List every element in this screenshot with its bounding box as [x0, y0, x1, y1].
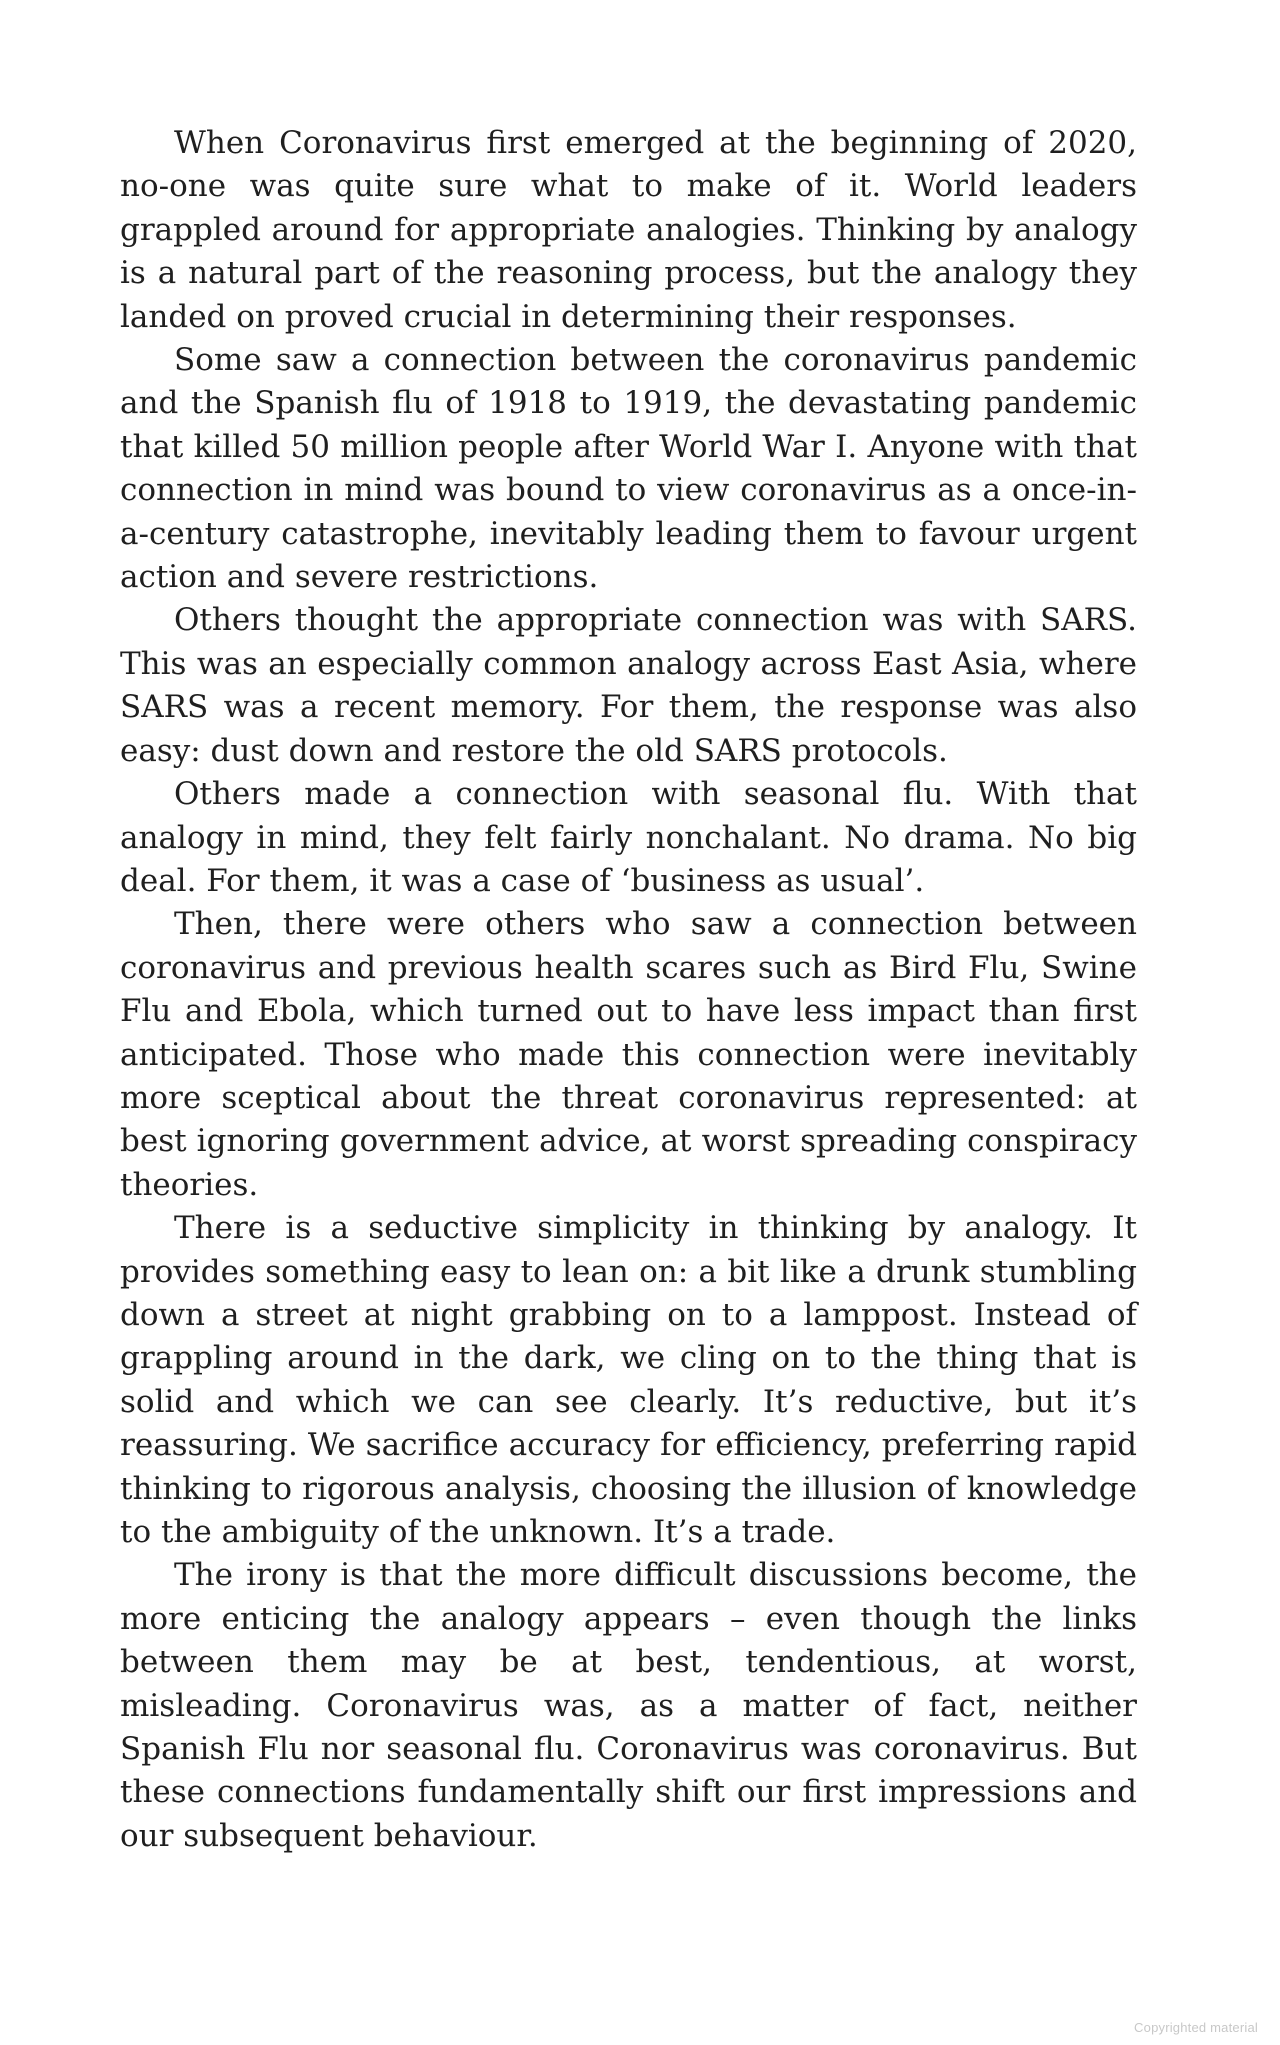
body-text [120, 122, 1137, 1858]
paragraph-4: Others made a connection with seasonal flu. With that analogy in mind, they felt fairly nonchalant. No drama. No big deal. For them, it was a case of ‘business as usual’. [120, 776, 1137, 899]
copyright-watermark: Copyrighted material [1134, 2020, 1258, 2035]
paragraph-5: Then, there were others who saw a connection between coronavirus and previous health scares such as Bird Flu, Swine Flu and Ebola, which turned out to have less impact than first anticipated. Those who made this connection were inevitably more sceptical about the threat coronavirus represented: at best ignoring government advice, at worst spreading conspiracy theories. [120, 906, 1137, 1203]
paragraph-1: When Coronavirus first emerged at the beginning of 2020, no-one was quite sure what to make of it. World leaders grappled around for appropriate analogies. Thinking by analogy is a natural part of the reasoning process, but the analogy they landed on proved crucial in determining their responses. [120, 125, 1137, 335]
paragraph-7: The irony is that the more difficult discussions become, the more enticing the analogy appears – even though the links between them may be at best, tendentious, at worst, misleading. Coronavirus was, as a matter of fact, neither Spanish Flu nor seasonal flu. Coronavirus was coronavirus. But these connections fundamentally shift our first impressions and our subsequent behaviour. [120, 1557, 1137, 1854]
paragraph-2: Some saw a connection between the coronavirus pandemic and the Spanish flu of 1918 to 1919, the devastating pandemic that killed 50 million people after World War I. Anyone with that connection in mind was bound to view coronavirus as a once-in-a-century catastrophe, inevitably leading them to favour urgent action and severe restrictions. [120, 342, 1137, 596]
paragraph-3: Others thought the appropriate connection was with SARS. This was an especially common analogy across East Asia, where SARS was a recent memory. For them, the response was also easy: dust down and restore the old SARS protocols. [120, 602, 1137, 769]
paragraph-6: There is a seductive simplicity in thinking by analogy. It provides something easy to lean on: a bit like a drunk stumbling down a street at night grabbing on to a lamppost. Instead of grappling around in the dark, we cling on to the thing that is solid and which we can see clearly. It’s reductive, but it’s reassuring. We sacrifice accuracy for efficiency, preferring rapid thinking to rigorous analysis, choosing the illusion of knowledge to the ambiguity of the unknown. It’s a trade. [120, 1210, 1137, 1550]
